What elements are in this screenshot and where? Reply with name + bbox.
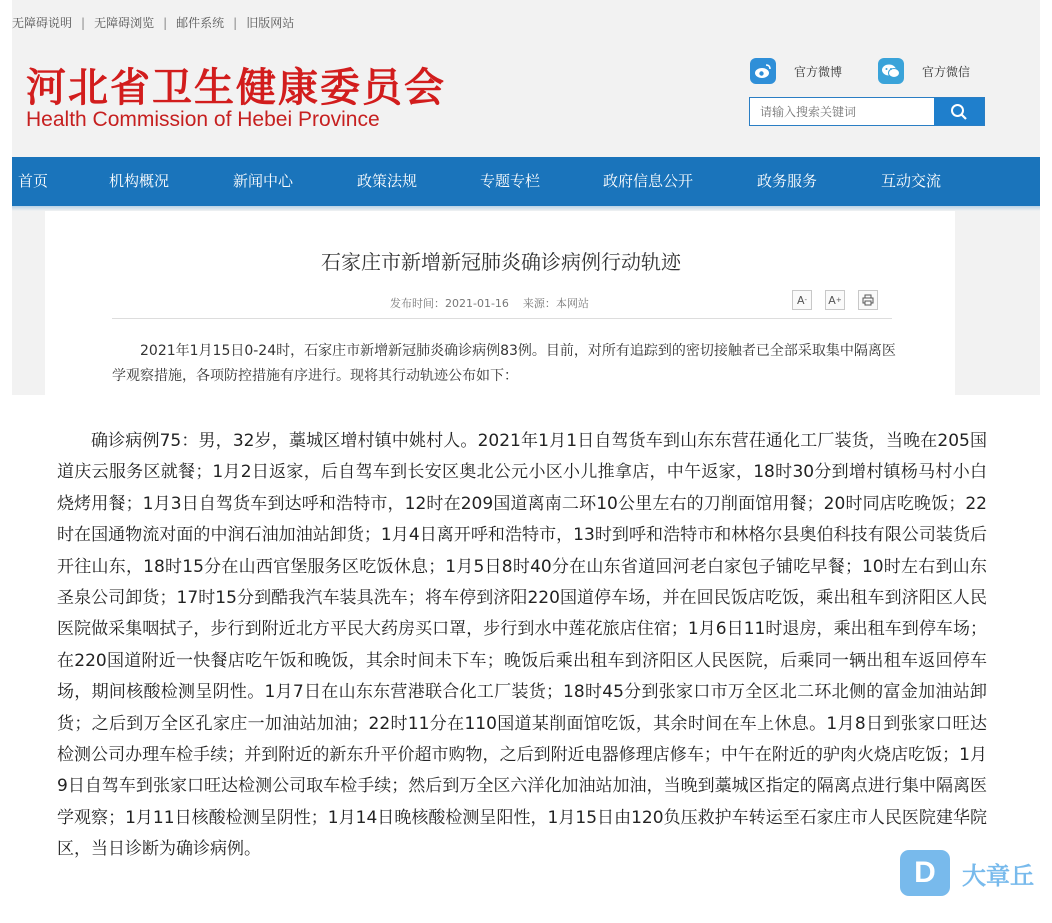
nav-news[interactable]: 新闻中心 [233, 172, 294, 190]
mail-system-link[interactable]: 邮件系统 [176, 16, 225, 30]
font-increase-label: A [828, 293, 836, 307]
separator: | [163, 16, 168, 30]
old-site-link[interactable]: 旧版网站 [246, 16, 295, 30]
site-logo-chinese[interactable]: 河北省卫生健康委员会 [26, 65, 446, 111]
nav-topics[interactable]: 专题专栏 [480, 172, 541, 190]
top-utility-bar [12, 14, 294, 31]
intro-paragraph: 2021年1月15日0-24时，石家庄市新增新冠肺炎确诊病例83例。目前，对所有追踪到的密切接触者已全部采取集中隔离医学观察措施，各项防控措施有序进行。现将其行动轨迹公布如下： [112, 343, 896, 384]
case-detail [57, 426, 987, 866]
separator: | [81, 16, 86, 30]
accessibility-info-link[interactable]: 无障碍说明 [12, 16, 73, 30]
nav-home[interactable]: 首页 [18, 172, 49, 190]
nav-services[interactable]: 政务服务 [757, 172, 818, 190]
watermark-logo-icon: D [900, 850, 950, 896]
search-button[interactable] [934, 98, 984, 125]
search-box [749, 97, 985, 126]
official-weibo-link[interactable] [750, 58, 842, 84]
main-navigation [12, 157, 1040, 206]
search-icon [950, 103, 968, 121]
watermark [900, 850, 1034, 896]
nav-interaction[interactable]: 互动交流 [881, 172, 942, 190]
official-wechat-link[interactable] [878, 58, 970, 84]
case-paragraph: 确诊病例75：男，32岁，藁城区增村镇中姚村人。2021年1月1日自驾货车到山东东营茌通化工厂装货，当晚在205国道庆云服务区就餐；1月2日返家，后自驾车到长安区奥北公元小区小儿推拿店，中午返家，18时30分到增村镇杨马村小白烧烤用餐；1月3日自驾货车到达呼和浩特市，12时在209国道离南二环10公里左右的刀削面馆用餐；20时同店吃晚饭；22时在国通物流对面的中润石油加油站卸货；1月4日离开呼和浩特市，13时到呼和浩特市和林格尔县奥伯科技有限公司装货后开往山东，18时15分在山西官堡服务区吃饭休息；1月5日8时40分在山东省道回河老白家包子铺吃早餐；10时左右到山东圣泉公司卸货；17时15分到酷我汽车装具洗车；将车停到济阳220国道停车场，并在回民饭店吃饭，乘出租车到济阳区人民医院做采集咽拭子，步行到附近北方平民大药房买口罩，步行到水中莲花旅店住宿；1月6日11时退房，乘出租车到停车场；在220国道附近一快餐店吃午饭和晚饭，其余时间未下车；晚饭后乘出租车到济阳区人民医院，后乘同一辆出租车返回停车场，期间核酸检测呈阴性。1月7日在山东东营港联合化工厂装货；18时45分到张家口市万全区北二环北侧的富金加油站卸货；之后到万全区孔家庄一加油站加油；22时11分在110国道某削面馆吃饭，其余时间在车上休息。1月8日到张家口旺达检测公司办理车检手续；并到附近的新东升平价超市购物，之后到附近电器修理店修车；中午在附近的驴肉火烧店吃饭；1月9日自驾车到张家口旺达检测公司取车检手续；然后到万全区六洋化加油站加油，当晚到藁城区指定的隔离点进行集中隔离医学观察；1月11日核酸检测呈阴性；1月14日晚核酸检测呈阳性，1月15日由120负压救护车转运至石家庄市人民医院建华院区，当日诊断为确诊病例。 [57, 431, 987, 860]
wechat-icon [878, 58, 904, 84]
site-logo-english[interactable]: Health Commission of Hebei Province [26, 108, 380, 131]
article-intro [112, 339, 902, 389]
nav-about[interactable]: 机构概况 [109, 172, 170, 190]
watermark-text: 大章丘 [962, 861, 1034, 890]
nav-gov-info[interactable]: 政府信息公开 [603, 172, 694, 190]
font-decrease-button[interactable]: A - [792, 290, 812, 310]
font-decrease-label: A [796, 293, 805, 307]
search-input[interactable] [750, 98, 934, 125]
weibo-icon [750, 58, 776, 84]
meta-divider [112, 318, 892, 319]
accessibility-browse-link[interactable]: 无障碍浏览 [94, 16, 155, 30]
separator: | [233, 16, 238, 30]
wechat-label: 官方微信 [922, 64, 971, 79]
print-icon [862, 294, 874, 306]
weibo-label: 官方微博 [794, 64, 843, 79]
article-title: 石家庄市新增新冠肺炎确诊病例行动轨迹 [321, 250, 681, 274]
nav-policy[interactable]: 政策法规 [357, 172, 418, 190]
print-button[interactable] [858, 290, 878, 310]
font-increase-button[interactable]: A + [825, 290, 845, 310]
article-meta: 发布时间：2021-01-16 来源：本网站 [390, 297, 589, 310]
